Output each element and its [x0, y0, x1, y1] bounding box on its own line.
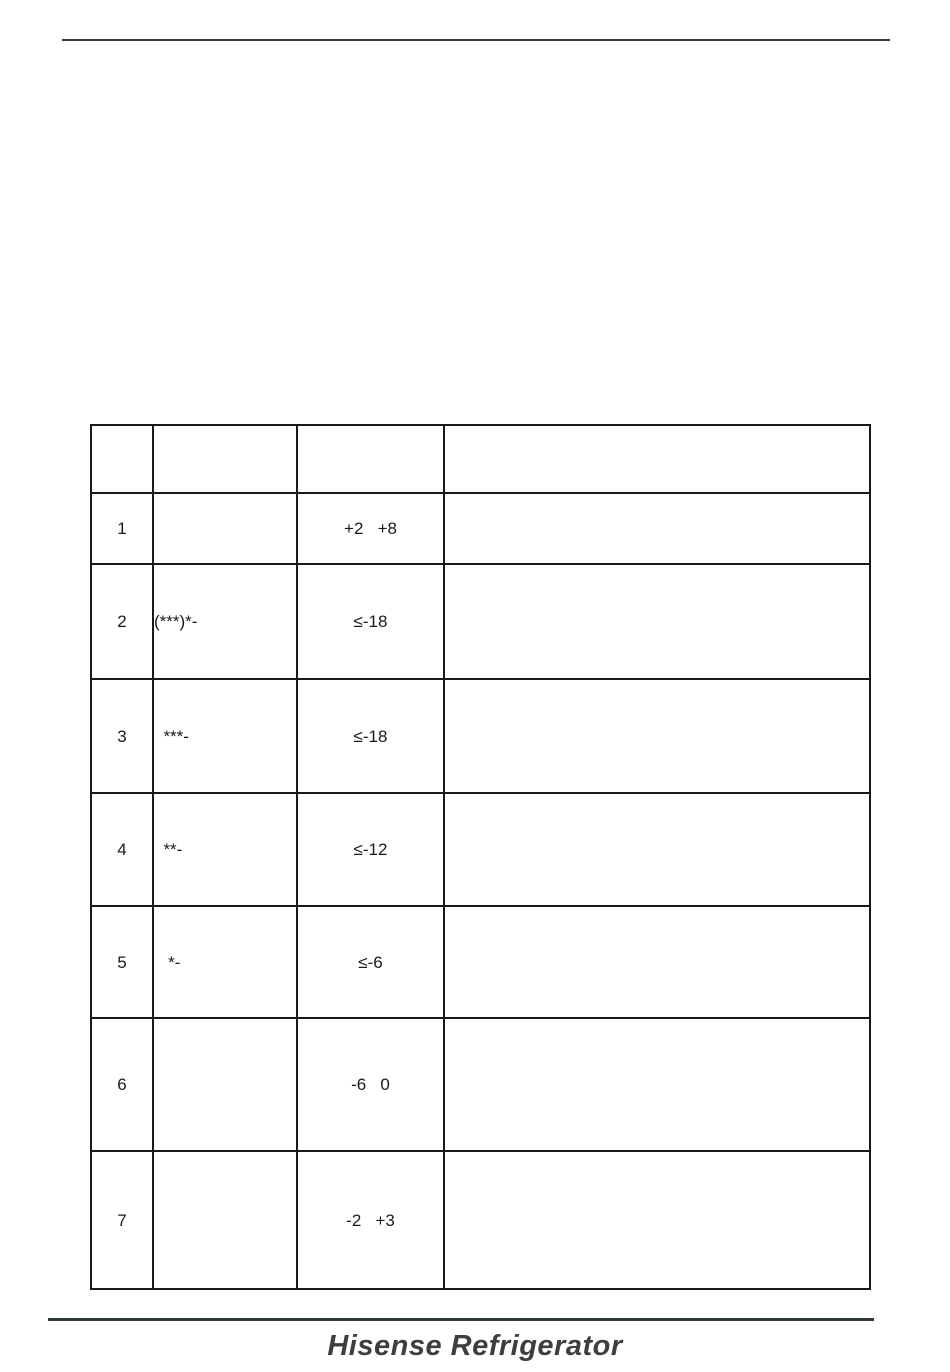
- compartment-type: [153, 1151, 297, 1289]
- compartment-type: [153, 493, 297, 564]
- footer-divider: [48, 1318, 874, 1321]
- temperature-range: +2 +8: [297, 493, 444, 564]
- compartment-description: [444, 679, 870, 793]
- compartment-type: *-: [153, 906, 297, 1018]
- header-cell-temperature: [297, 425, 444, 493]
- table-row: [91, 906, 870, 1018]
- compartment-table: [90, 424, 871, 1290]
- compartment-type: **-: [153, 793, 297, 906]
- temperature-range: ≤-6: [297, 906, 444, 1018]
- footer-brand: Hisense Refrigerator: [327, 1330, 623, 1362]
- compartment-type: (***)*-: [153, 564, 297, 679]
- row-number: 1: [91, 493, 153, 564]
- compartment-description: [444, 1018, 870, 1151]
- table-row: [91, 564, 870, 679]
- table-row: [91, 1151, 870, 1289]
- row-number: 7: [91, 1151, 153, 1289]
- row-number: 3: [91, 679, 153, 793]
- header-cell-no: [91, 425, 153, 493]
- table-row: [91, 493, 870, 564]
- table-row: [91, 1018, 870, 1151]
- header-divider: [62, 39, 890, 41]
- row-number: 2: [91, 564, 153, 679]
- compartment-type: ***-: [153, 679, 297, 793]
- temperature-range: ≤-12: [297, 793, 444, 906]
- header-cell-description: [444, 425, 870, 493]
- row-number: 6: [91, 1018, 153, 1151]
- compartment-description: [444, 564, 870, 679]
- temperature-range: ≤-18: [297, 564, 444, 679]
- row-number: 4: [91, 793, 153, 906]
- table-header-row: [91, 425, 870, 493]
- compartment-description: [444, 793, 870, 906]
- table-row: [91, 793, 870, 906]
- table-row: [91, 679, 870, 793]
- compartment-type: [153, 1018, 297, 1151]
- header-cell-type: [153, 425, 297, 493]
- compartment-description: [444, 1151, 870, 1289]
- compartment-description: [444, 493, 870, 564]
- row-number: 5: [91, 906, 153, 1018]
- temperature-range: -2 +3: [297, 1151, 444, 1289]
- temperature-range: -6 0: [297, 1018, 444, 1151]
- compartment-description: [444, 906, 870, 1018]
- temperature-range: ≤-18: [297, 679, 444, 793]
